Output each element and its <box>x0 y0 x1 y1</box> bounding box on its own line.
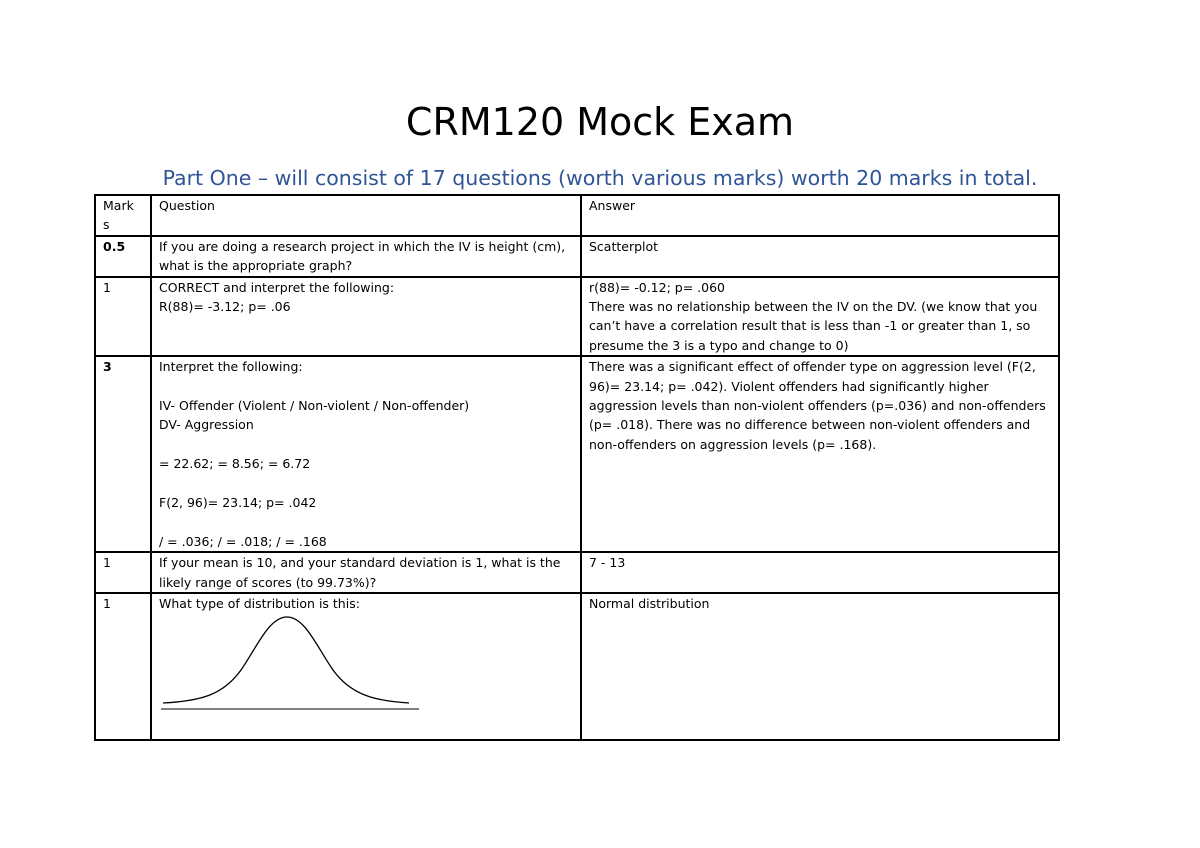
table-row <box>95 277 1059 357</box>
marks-value: 0.5 <box>103 238 126 254</box>
answer-cell <box>581 356 1059 552</box>
question-line: If you are doing a research project in which the IV is height (cm), <box>159 238 566 254</box>
answer-cell <box>581 552 1059 593</box>
marks-cell <box>95 593 151 740</box>
spacer <box>159 474 574 493</box>
marks-cell <box>95 236 151 277</box>
question-line: / = .036; / = .018; / = .168 <box>159 533 327 549</box>
answer-line: (p= .018). There was no difference between non-violent offenders and <box>589 417 1031 433</box>
header-answer <box>581 195 1059 236</box>
question-cell <box>151 277 581 357</box>
normal-curve-figure <box>159 613 574 739</box>
answer-line: There was no relationship between the IV on the DV. (we know that you <box>589 299 1038 315</box>
document-subtitle: Part One – will consist of 17 questions (worth various marks) worth 20 marks in total. <box>162 166 1038 190</box>
question-cell <box>151 236 581 277</box>
question-cell <box>151 593 581 740</box>
marks-cell <box>95 356 151 552</box>
answer-cell <box>581 236 1059 277</box>
spacer <box>159 512 574 531</box>
answer-cell <box>581 277 1059 357</box>
header-marks <box>95 195 151 236</box>
spacer <box>159 377 574 396</box>
exam-table <box>94 194 1060 741</box>
marks-cell <box>95 277 151 357</box>
header-question <box>151 195 581 236</box>
answer-line: aggression levels than non-violent offenders (p=.036) and non-offenders <box>589 398 1046 414</box>
answer-line: presume the 3 is a typo and change to 0) <box>589 337 849 353</box>
header-marks-line1: Mark <box>103 198 134 213</box>
question-line: R(88)= -3.12; p= .06 <box>159 299 291 315</box>
question-line: CORRECT and interpret the following: <box>159 279 395 295</box>
table-row <box>95 236 1059 277</box>
header-answer-label: Answer <box>589 198 636 213</box>
question-line: = 22.62; = 8.56; = 6.72 <box>159 456 311 472</box>
question-line: What type of distribution is this: <box>159 596 360 612</box>
answer-line: Normal distribution <box>589 596 710 612</box>
spacer <box>159 435 574 454</box>
bell-curve-graphic <box>161 615 423 715</box>
question-line: likely range of scores (to 99.73%)? <box>159 574 377 590</box>
question-line: DV- Aggression <box>159 417 254 433</box>
answer-line: can’t have a correlation result that is less than -1 or greater than 1, so <box>589 318 1031 334</box>
marks-value: 3 <box>103 359 112 375</box>
marks-cell <box>95 552 151 593</box>
table-row <box>95 356 1059 552</box>
answer-line: Scatterplot <box>589 238 659 254</box>
table-row <box>95 593 1059 740</box>
answer-cell <box>581 593 1059 740</box>
bell-curve-line <box>163 617 409 703</box>
question-line: If your mean is 10, and your standard deviation is 1, what is the <box>159 555 561 571</box>
question-cell <box>151 552 581 593</box>
table-header-row <box>95 195 1059 236</box>
header-question-label: Question <box>159 198 215 213</box>
header-marks-line2: s <box>103 217 110 233</box>
question-line: what is the appropriate graph? <box>159 258 353 274</box>
marks-value: 1 <box>103 279 111 295</box>
answer-line: 96)= 23.14; p= .042). Violent offenders had significantly higher <box>589 378 989 394</box>
question-line: F(2, 96)= 23.14; p= .042 <box>159 495 317 511</box>
answer-line: r(88)= -0.12; p= .060 <box>589 279 725 295</box>
question-line: IV- Offender (Violent / Non-violent / Non-offender) <box>159 398 470 414</box>
answer-line: non-offenders on aggression levels (p= .168). <box>589 436 877 452</box>
table-row <box>95 552 1059 593</box>
marks-value: 1 <box>103 555 111 571</box>
question-line: Interpret the following: <box>159 359 303 375</box>
marks-value: 1 <box>103 596 111 612</box>
answer-line: 7 - 13 <box>589 555 626 571</box>
question-cell <box>151 356 581 552</box>
answer-line: There was a significant effect of offender type on aggression level (F(2, <box>589 359 1036 375</box>
document-title: CRM120 Mock Exam <box>405 100 795 144</box>
